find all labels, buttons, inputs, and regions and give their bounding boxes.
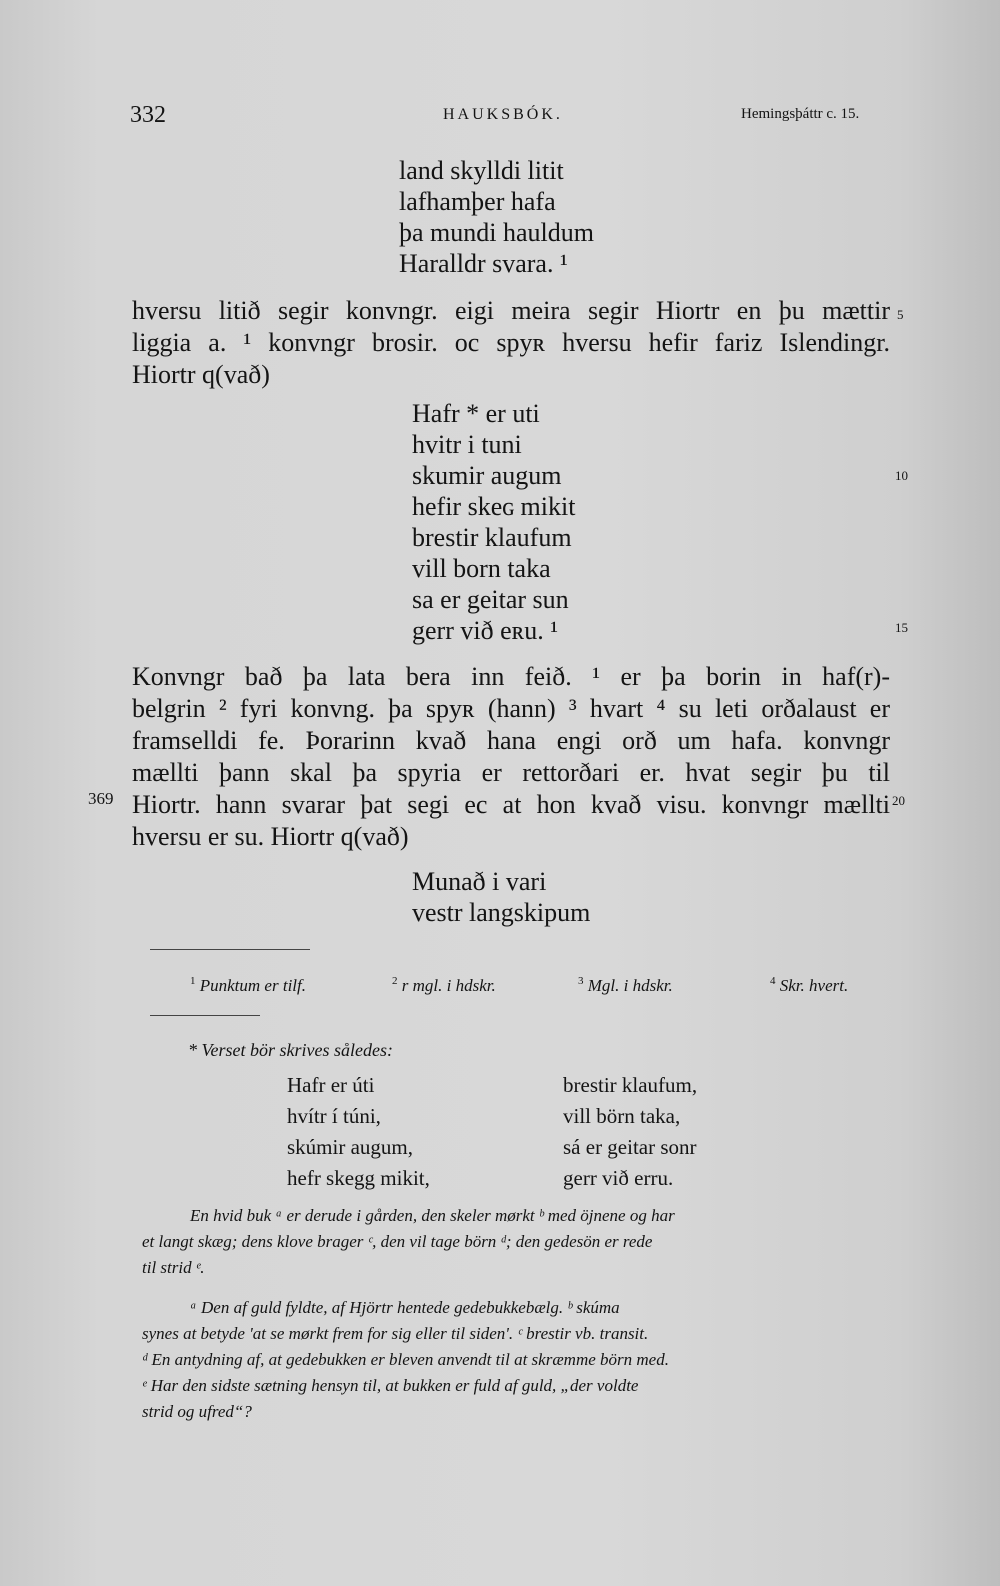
verse-line: vill börn taka, [563, 1104, 681, 1128]
verse-line: skumir augum [412, 461, 562, 490]
footnote-text: Mgl. i hdskr. [587, 976, 673, 995]
prose-line: mællti þann skal þa spyria er rettorðari er. hvat segir þu til [132, 758, 890, 787]
footnote-text: Punktum er tilf. [199, 976, 306, 995]
commentary-line: ᵈ En antydning af, at gedebukken er bleven anvendt til at skræmme börn med. [142, 1350, 669, 1369]
verse-line: brestir klaufum, [563, 1073, 698, 1097]
footnote-1 [190, 975, 306, 996]
running-title: HAUKSBÓK. [443, 106, 563, 123]
commentary-line: synes at betyde 'at se mørkt frem for sig eller til siden'. ᶜ brestir vb. transit. [142, 1324, 649, 1343]
commentary-line: ᵃ Den af guld fyldte, af Hjörtr hentede gedebukkebælg. ᵇ skúma [190, 1298, 620, 1317]
prose-line: Hiortr q(vað) [132, 360, 270, 389]
translation-paragraph [142, 1203, 887, 1281]
verse-line: sa er geitar sun [412, 585, 569, 614]
footnote-text: Skr. hvert. [779, 976, 849, 995]
footnote-mark: 3 [578, 975, 584, 987]
verse-line: Haralldr svara. ¹ [399, 249, 568, 278]
normalized-verse-right [563, 1070, 697, 1194]
verse-line: Hafr * er uti [412, 399, 540, 428]
manuscript-leaf-number: 369 [88, 789, 114, 808]
verse-line: gerr við erru. [563, 1166, 674, 1190]
translation-line: til strid ᵉ. [142, 1258, 205, 1277]
verse-line: hefr skegg mikit, [287, 1166, 430, 1190]
normalized-verse-left [287, 1070, 430, 1194]
prose-paragraph-2 [132, 661, 890, 853]
prose-line: Hiortr. hann svarar þat segi ec at hon kvað visu. konvngr mællti [132, 790, 890, 819]
verse-line: land skylldi litit [399, 156, 564, 185]
verse-line: hvítr í túni, [287, 1104, 381, 1128]
footnote-rule [150, 949, 310, 950]
page-number: 332 [130, 102, 166, 128]
verse-line: Munað i vari [412, 867, 547, 896]
verse-line: þa mundi hauldum [399, 218, 594, 247]
line-number-5: 5 [897, 307, 904, 322]
footnote-mark: 2 [392, 975, 398, 987]
footnote-3 [578, 975, 673, 996]
commentary-paragraph [142, 1295, 887, 1425]
prose-line: Konvngr bað þa lata bera inn feið. ¹ er þa borin in haf(r)- [132, 662, 890, 691]
verse-line: brestir klaufum [412, 523, 572, 552]
prose-line: belgrin ² fyri konvng. þa spyʀ (hann) ³ hvart ⁴ su leti orðalaust er [132, 694, 890, 723]
prose-line: framselldi fe. Þorarinn kvað hana engi orð um hafa. konvngr [132, 726, 890, 755]
verse-line: hvitr i tuni [412, 430, 522, 459]
verse-line: Hafr er úti [287, 1073, 375, 1097]
verse-line: vill born taka [412, 554, 551, 583]
translation-line: et langt skæg; dens klove brager ᶜ, den vil tage börn ᵈ; den gedesön er rede [142, 1232, 653, 1251]
stanza-1 [399, 155, 594, 279]
translation-line: En hvid buk ᵃ er derude i gården, den skeler mørkt ᵇ med öjnene og har [190, 1206, 675, 1225]
line-number-15: 15 [895, 620, 908, 635]
commentary-line: strid og ufred“? [142, 1402, 252, 1421]
line-number-20: 20 [892, 793, 905, 808]
section-reference: Hemingsþáttr c. 15. [741, 106, 860, 122]
footnote-4 [770, 975, 848, 996]
prose-line: hversu er su. Hiortr q(vað) [132, 822, 409, 851]
verse-line: sá er geitar sonr [563, 1135, 697, 1159]
line-number-10: 10 [895, 468, 908, 483]
stanza-3 [412, 866, 590, 928]
note-rule [150, 1015, 260, 1016]
verse-line: skúmir augum, [287, 1135, 413, 1159]
footnote-2 [392, 975, 496, 996]
prose-line: hversu litið segir konvngr. eigi meira segir Hiortr en þu mættir [132, 296, 890, 325]
prose-line: liggia a. ¹ konvngr brosir. oc spyʀ hversu hefir fariz Islendingr. [132, 328, 890, 357]
verse-line: gerr við eʀu. ¹ [412, 616, 559, 645]
footnote-mark: 1 [190, 975, 196, 987]
note-heading: * Verset bör skrives således: [188, 1040, 393, 1060]
verse-line: lafhamþer hafa [399, 187, 556, 216]
commentary-line: ᵉ Har den sidste sætning hensyn til, at bukken er fuld af guld, „der voldte [142, 1376, 639, 1395]
footnote-text: r mgl. i hdskr. [401, 976, 496, 995]
stanza-2 [412, 398, 575, 646]
prose-paragraph-1 [132, 295, 890, 391]
verse-line: hefir skeɢ mikit [412, 492, 576, 521]
verse-line: vestr langskipum [412, 898, 591, 927]
footnote-mark: 4 [770, 975, 776, 987]
